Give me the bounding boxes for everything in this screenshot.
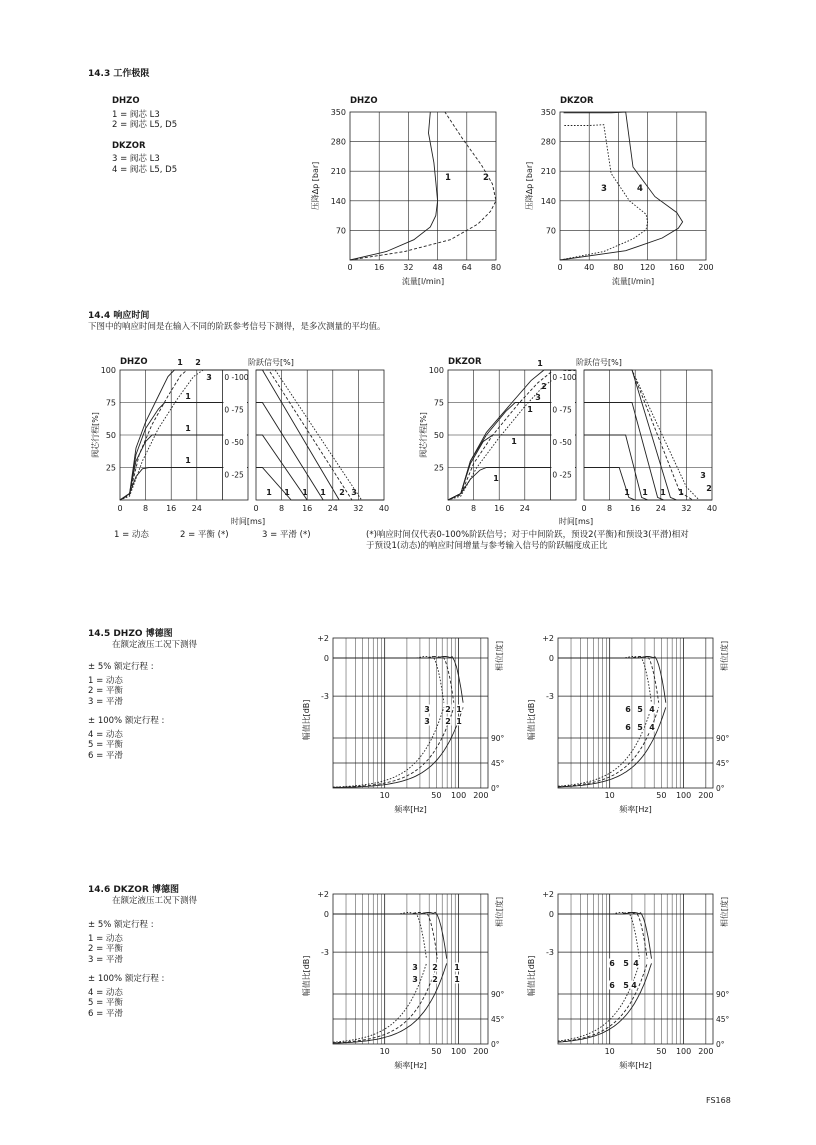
curve-label: 1 bbox=[511, 437, 517, 446]
x-tick-label: 8 bbox=[471, 504, 477, 513]
curve-label: 4 bbox=[649, 723, 655, 732]
y-tick-label: -3 bbox=[546, 692, 554, 702]
y2-tick-label: 45° bbox=[716, 1015, 730, 1024]
legend-item-1: 1 = 阀芯 L3 bbox=[112, 109, 160, 120]
section-14-6-title: 14.6 DKZOR 博德图 bbox=[88, 885, 180, 895]
y2-axis-label: 相位[度] bbox=[720, 896, 729, 928]
x-tick-label: 80 bbox=[613, 263, 624, 272]
y-tick-label: +2 bbox=[542, 634, 554, 643]
curve-label: 2 bbox=[445, 705, 451, 714]
step-signal-title: 阶跃信号[%] bbox=[576, 358, 622, 367]
response-dkzor-fall bbox=[559, 370, 717, 526]
y-tick-label: 75 bbox=[105, 398, 116, 408]
series-2-phase-line bbox=[333, 963, 437, 1042]
x-tick-label: 200 bbox=[698, 263, 714, 272]
x-tick-label: 0 bbox=[557, 263, 563, 272]
bode-dhzo-100 bbox=[526, 634, 730, 814]
series-1-line bbox=[256, 403, 384, 501]
y-tick-label: 350 bbox=[540, 108, 556, 117]
plot-frame bbox=[558, 638, 713, 788]
curve-label: 5 bbox=[637, 723, 643, 732]
curve-label: 2 bbox=[432, 963, 438, 972]
x-tick-label: 0 bbox=[347, 263, 353, 272]
y-tick-label: 100 bbox=[100, 366, 116, 375]
plot-frame bbox=[333, 638, 488, 788]
legend-item-3: 3 = 平滑 bbox=[88, 954, 123, 965]
legend-5pct-head: ± 5% 额定行程 : bbox=[88, 662, 154, 672]
x-tick-label: 50 bbox=[431, 1047, 442, 1056]
series-4-phase-line bbox=[558, 707, 666, 787]
step-label: 0 -25 bbox=[224, 470, 244, 480]
legend-item-3: 3 = 阀芯 L3 bbox=[112, 154, 160, 164]
curve-label: 1 bbox=[660, 488, 666, 497]
series-2-line bbox=[350, 112, 496, 260]
curve-label: 1 bbox=[185, 392, 191, 401]
section-14-5-subtitle: 在额定液压工况下测得 bbox=[112, 640, 198, 650]
curve-label: 2 bbox=[541, 382, 547, 391]
curve-label: 1 bbox=[537, 359, 543, 368]
y2-tick-label: 90° bbox=[491, 734, 505, 743]
y-tick-label: 100 bbox=[428, 366, 444, 375]
x-tick-label: 32 bbox=[353, 504, 364, 513]
x-tick-label: 200 bbox=[698, 1047, 714, 1056]
curve-label: 4 bbox=[633, 959, 639, 968]
y-tick-label: 70 bbox=[545, 226, 556, 236]
y2-tick-label: 45° bbox=[491, 759, 505, 768]
series-4-label: 4 bbox=[637, 184, 643, 194]
curve-label: 4 bbox=[631, 981, 637, 990]
curve-label: 6 bbox=[609, 981, 615, 990]
chart-title: DHZO bbox=[120, 357, 148, 367]
x-tick-label: 16 bbox=[374, 263, 385, 272]
y-tick-label: +2 bbox=[542, 890, 554, 899]
x-tick-label: 200 bbox=[473, 791, 489, 800]
x-tick-label: 16 bbox=[302, 504, 313, 513]
y2-tick-label: 0° bbox=[491, 1040, 500, 1049]
y-axis-label: 幅值比[dB] bbox=[302, 955, 311, 997]
y-tick-label: -3 bbox=[321, 948, 329, 958]
y-tick-label: 350 bbox=[330, 108, 346, 117]
y-tick-label: 70 bbox=[335, 226, 346, 236]
x-tick-label: 200 bbox=[473, 1047, 489, 1056]
y-tick-label: 0 bbox=[548, 910, 554, 919]
series-1-phase-line bbox=[333, 707, 463, 787]
x-tick-label: 0 bbox=[581, 504, 587, 513]
y-axis-label: 幅值比[dB] bbox=[302, 699, 311, 741]
curve-label: 1 bbox=[493, 474, 499, 483]
section-14-3-title: 14.3 工作极限 bbox=[88, 69, 150, 79]
y-tick-label: 25 bbox=[105, 463, 116, 473]
curve-label: 1 bbox=[177, 358, 183, 367]
curve-label: 3 bbox=[424, 705, 430, 714]
step-label: 0 -25 bbox=[552, 470, 572, 480]
x-axis-label: 频率[Hz] bbox=[394, 1061, 427, 1070]
x-tick-label: 100 bbox=[675, 791, 692, 800]
x-tick-label: 40 bbox=[378, 504, 390, 513]
legend-item-5: 5 = 平衡 bbox=[88, 740, 123, 750]
curve-label: 1 bbox=[185, 424, 191, 433]
x-tick-label: 32 bbox=[681, 504, 692, 513]
x-tick-label: 50 bbox=[656, 791, 667, 800]
x-tick-label: 24 bbox=[327, 504, 338, 513]
curve-label: 1 bbox=[527, 405, 533, 414]
y-axis-label: 阀芯行程[%] bbox=[91, 412, 100, 458]
y-tick-label: 280 bbox=[330, 137, 346, 147]
curve-label: 1 bbox=[302, 488, 308, 497]
legend-item-6: 6 = 平滑 bbox=[88, 1008, 123, 1019]
plot-frame bbox=[350, 112, 496, 260]
y-axis-label: 幅值比[dB] bbox=[527, 699, 536, 741]
section-14-5-title: 14.5 DHZO 博德图 bbox=[88, 629, 173, 639]
x-tick-label: 8 bbox=[607, 504, 613, 513]
y2-axis-label: 相位[度] bbox=[495, 640, 504, 672]
x-tick-label: 160 bbox=[669, 263, 685, 272]
chart-title: DHZO bbox=[350, 96, 378, 106]
x-tick-label: 80 bbox=[490, 263, 502, 272]
y-axis-label: 阀芯行程[%] bbox=[419, 412, 428, 458]
legend-item-4: 4 = 阀芯 L5, D5 bbox=[112, 164, 178, 175]
curve-label: 3 bbox=[412, 975, 418, 984]
x-axis-label: 频率[Hz] bbox=[619, 1061, 652, 1070]
x-tick-label: 24 bbox=[191, 504, 202, 513]
curve-label: 1 bbox=[642, 488, 648, 497]
step-label-area bbox=[551, 371, 575, 499]
step-label: 0 -75 bbox=[224, 405, 244, 415]
curve-label: 1 bbox=[454, 963, 460, 972]
limits-dhzo bbox=[310, 96, 501, 286]
curve-label: 3 bbox=[206, 373, 212, 382]
legend-item-5: 5 = 平衡 bbox=[88, 998, 123, 1008]
curve-label: 3 bbox=[424, 717, 430, 726]
y-tick-label: 210 bbox=[330, 167, 346, 177]
x-tick-label: 10 bbox=[379, 1047, 390, 1056]
y-tick-label: 140 bbox=[330, 196, 346, 206]
plot-frame bbox=[560, 112, 706, 260]
series-1-label: 1 bbox=[445, 173, 451, 183]
curve-label: 5 bbox=[623, 981, 629, 990]
x-tick-label: 120 bbox=[639, 263, 656, 272]
curve-label: 1 bbox=[284, 488, 290, 497]
curve-label: 1 bbox=[266, 488, 272, 497]
series-1-line bbox=[350, 112, 438, 260]
y-tick-label: 50 bbox=[105, 431, 116, 440]
response-note-line1: (*)响应时间仅代表0-100%阶跃信号；对于中间阶跃，预设2(平衡)和预设3(平滑)相对 bbox=[366, 530, 689, 540]
curve-label: 4 bbox=[649, 705, 655, 714]
x-axis-label: 频率[Hz] bbox=[619, 805, 652, 814]
legend-dkzor-head: DKZOR bbox=[112, 140, 146, 151]
curve-label: 3 bbox=[412, 963, 418, 972]
response-legend-3: 3 = 平滑 (*) bbox=[262, 530, 311, 540]
curve-label: 3 bbox=[351, 488, 357, 497]
series-5-phase-line bbox=[558, 707, 659, 786]
section-14-4-desc: 下图中的响应时间是在输入不同的阶跃参考信号下测得，是多次测量的平均值。 bbox=[88, 322, 386, 332]
x-tick-label: 16 bbox=[494, 504, 505, 513]
step-label: 0 -100 bbox=[552, 373, 577, 382]
section-14-4-title: 14.4 响应时间 bbox=[88, 311, 150, 321]
x-tick-label: 100 bbox=[450, 1047, 467, 1056]
y-tick-label: 0 bbox=[323, 654, 329, 663]
bode-dhzo-5 bbox=[301, 634, 505, 814]
x-tick-label: 48 bbox=[432, 263, 443, 272]
y2-tick-label: 0° bbox=[491, 784, 500, 793]
series-3-label: 3 bbox=[601, 184, 607, 194]
y-tick-label: -3 bbox=[546, 948, 554, 958]
legend-item-6: 6 = 平滑 bbox=[88, 750, 123, 761]
section-14-6-subtitle: 在额定液压工况下测得 bbox=[112, 896, 198, 906]
legend-item-2: 2 = 阀芯 L5, D5 bbox=[112, 120, 178, 130]
y-tick-label: 25 bbox=[433, 463, 444, 473]
y-tick-label: 0 bbox=[548, 654, 554, 663]
x-tick-label: 40 bbox=[706, 504, 718, 513]
bode-dkzor-100 bbox=[526, 890, 730, 1070]
legend-100pct-head: ± 100% 额定行程 : bbox=[88, 716, 165, 726]
y2-tick-label: 90° bbox=[716, 734, 730, 743]
curve-label: 2 bbox=[432, 975, 438, 984]
legend-item-1: 1 = 动态 bbox=[88, 675, 123, 686]
x-tick-label: 0 bbox=[253, 504, 259, 513]
y-tick-label: 280 bbox=[540, 137, 556, 147]
curve-label: 1 bbox=[624, 488, 630, 497]
x-axis-label: 流量[l/min] bbox=[611, 277, 655, 286]
y-axis-label: 压降Δp [bar] bbox=[525, 161, 534, 211]
x-tick-label: 8 bbox=[143, 504, 149, 513]
series-2-phase-line bbox=[333, 707, 454, 787]
page-code: FS168 bbox=[706, 1096, 731, 1105]
series-1-phase-line bbox=[333, 963, 447, 1043]
limits-dkzor bbox=[524, 96, 714, 286]
x-tick-label: 100 bbox=[675, 1047, 692, 1056]
y-tick-label: 140 bbox=[540, 196, 556, 206]
response-legend-1: 1 = 动态 bbox=[114, 530, 149, 540]
curve-label: 5 bbox=[637, 705, 643, 714]
step-label: 0 -50 bbox=[552, 438, 572, 447]
series-6-phase-line bbox=[558, 963, 640, 1041]
curve-label: 1 bbox=[456, 717, 462, 726]
curve-label: 1 bbox=[678, 488, 684, 497]
legend-item-4: 4 = 动态 bbox=[88, 729, 123, 740]
curve-label: 2 bbox=[339, 488, 345, 497]
x-tick-label: 10 bbox=[379, 791, 390, 800]
x-axis-label: 流量[l/min] bbox=[401, 277, 445, 286]
x-tick-label: 8 bbox=[279, 504, 285, 513]
x-axis-label: 频率[Hz] bbox=[394, 805, 427, 814]
y2-tick-label: 90° bbox=[716, 990, 730, 999]
x-tick-label: 0 bbox=[117, 504, 123, 513]
step-label: 0 -75 bbox=[552, 405, 572, 415]
step-label: 0 -50 bbox=[224, 438, 244, 447]
legend-5pct-head: ± 5% 额定行程 : bbox=[88, 920, 154, 930]
series-2-label: 2 bbox=[483, 173, 489, 183]
y2-axis-label: 相位[度] bbox=[495, 896, 504, 928]
curve-label: 1 bbox=[320, 488, 326, 497]
x-tick-label: 10 bbox=[604, 1047, 615, 1056]
series-1-line bbox=[584, 468, 712, 501]
series-4-line bbox=[560, 112, 683, 260]
curve-label: 1 bbox=[456, 705, 462, 714]
response-legend-2: 2 = 平衡 (*) bbox=[180, 530, 229, 540]
x-tick-label: 50 bbox=[656, 1047, 667, 1056]
curve-label: 1 bbox=[454, 975, 460, 984]
plot-frame bbox=[558, 894, 713, 1044]
curve-label: 6 bbox=[625, 723, 631, 732]
legend-item-1: 1 = 动态 bbox=[88, 933, 123, 944]
x-tick-label: 40 bbox=[584, 263, 595, 272]
x-tick-label: 24 bbox=[519, 504, 530, 513]
response-note-line2: 于预设1(动态)的响应时间增量与参考输入信号的阶跃幅度成正比 bbox=[366, 541, 608, 551]
curve-label: 1 bbox=[185, 456, 191, 465]
y-tick-label: 50 bbox=[433, 431, 444, 440]
x-axis-label: 时间[ms] bbox=[558, 517, 594, 526]
x-tick-label: 64 bbox=[461, 263, 472, 272]
y2-axis-label: 相位[度] bbox=[720, 640, 729, 672]
x-tick-label: 10 bbox=[604, 791, 615, 800]
y-tick-label: +2 bbox=[317, 634, 329, 643]
x-tick-label: 0 bbox=[445, 504, 451, 513]
y2-tick-label: 90° bbox=[491, 990, 505, 999]
legend-dhzo-head: DHZO bbox=[112, 96, 140, 106]
x-axis-label: 时间[ms] bbox=[230, 517, 266, 526]
y-tick-label: -3 bbox=[321, 692, 329, 702]
y-axis-label: 压降Δp [bar] bbox=[311, 161, 320, 211]
chart-title: DKZOR bbox=[448, 357, 482, 367]
curve-label: 3 bbox=[535, 393, 541, 402]
response-dhzo-fall bbox=[231, 370, 389, 526]
curve-label: 5 bbox=[623, 959, 629, 968]
x-tick-label: 24 bbox=[655, 504, 666, 513]
y-tick-label: 0 bbox=[323, 910, 329, 919]
legend-item-2: 2 = 平衡 bbox=[88, 944, 123, 954]
curve-label: 6 bbox=[609, 959, 615, 968]
step-signal-title: 阶跃信号[%] bbox=[248, 358, 294, 367]
curve-label: 2 bbox=[706, 484, 712, 493]
curve-label: 3 bbox=[700, 471, 706, 480]
legend-item-3: 3 = 平滑 bbox=[88, 696, 123, 707]
curve-label: 2 bbox=[445, 717, 451, 726]
legend-item-4: 4 = 动态 bbox=[88, 987, 123, 998]
y2-tick-label: 0° bbox=[716, 1040, 725, 1049]
y-tick-label: 75 bbox=[433, 398, 444, 408]
y2-tick-label: 45° bbox=[491, 1015, 505, 1024]
legend-100pct-head: ± 100% 额定行程 : bbox=[88, 974, 165, 984]
step-label-area bbox=[223, 371, 247, 499]
step-label: 0 -100 bbox=[224, 373, 249, 382]
y-axis-label: 幅值比[dB] bbox=[527, 955, 536, 997]
x-tick-label: 16 bbox=[630, 504, 641, 513]
x-tick-label: 50 bbox=[431, 791, 442, 800]
chart-title: DKZOR bbox=[560, 96, 594, 106]
x-tick-label: 100 bbox=[450, 791, 467, 800]
y-tick-label: +2 bbox=[317, 890, 329, 899]
x-tick-label: 16 bbox=[166, 504, 177, 513]
series-4-phase-line bbox=[558, 963, 652, 1042]
y2-tick-label: 0° bbox=[716, 784, 725, 793]
curve-label: 6 bbox=[625, 705, 631, 714]
bode-dkzor-5 bbox=[301, 890, 505, 1070]
series-1-line bbox=[584, 403, 712, 501]
y2-tick-label: 45° bbox=[716, 759, 730, 768]
x-tick-label: 32 bbox=[403, 263, 414, 272]
legend-item-2: 2 = 平衡 bbox=[88, 686, 123, 696]
x-tick-label: 200 bbox=[698, 791, 714, 800]
y-tick-label: 210 bbox=[540, 167, 556, 177]
series-6-phase-line bbox=[558, 707, 652, 786]
plot-frame bbox=[333, 894, 488, 1044]
curve-label: 2 bbox=[195, 358, 201, 367]
